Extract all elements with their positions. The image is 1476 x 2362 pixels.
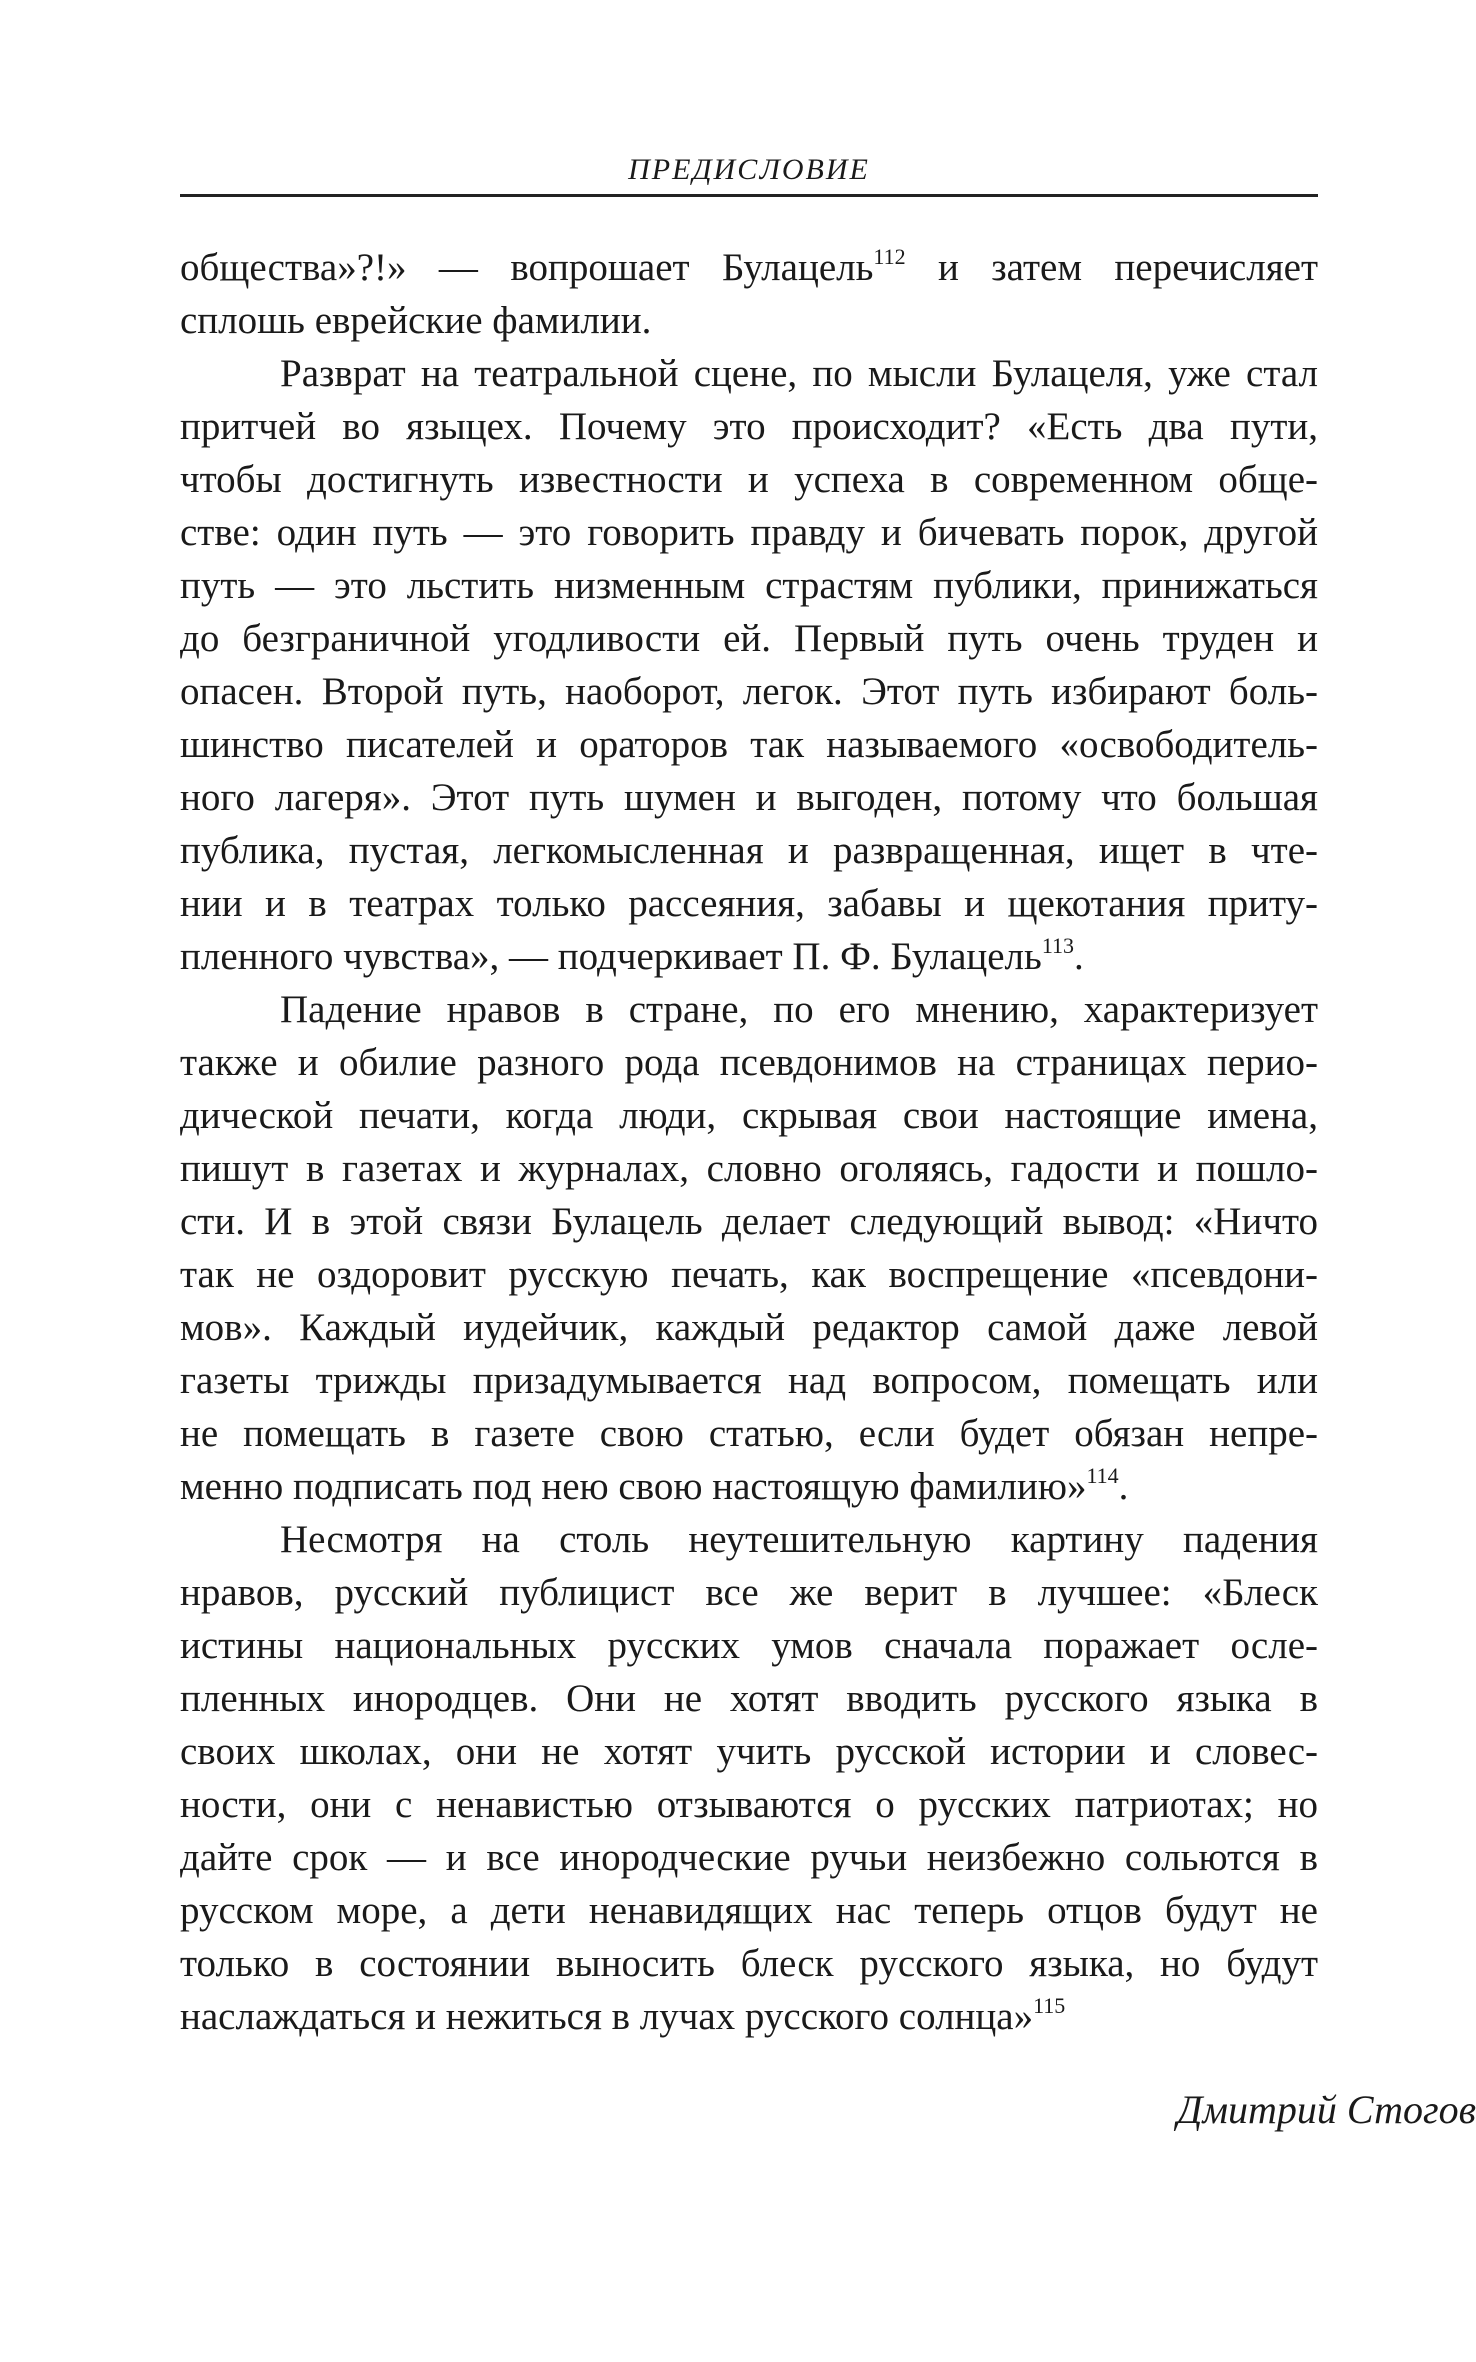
- text-segment: общества»?!» — вопрошает Булацель: [180, 246, 874, 289]
- running-head: ПРЕДИСЛОВИЕ: [180, 150, 1318, 197]
- text-line: [180, 241, 1318, 294]
- text-line: [180, 930, 1318, 983]
- text-segment: публика, пустая, легкомысленная и развращенная, ищет в чте-: [180, 829, 1318, 872]
- text-line: [180, 1248, 1318, 1301]
- text-segment: так не оздоровит русскую печать, как воспрещение «псевдони-: [180, 1253, 1318, 1296]
- text-line: [180, 1195, 1318, 1248]
- text-segment: наслаждаться и нежиться в лучах русского солнца»: [180, 1995, 1034, 2038]
- author-signature: Дмитрий Стогов: [1177, 2087, 1476, 2132]
- text-segment: дайте срок — и все инородческие ручьи неизбежно сольются в: [180, 1836, 1318, 1879]
- text-line: [180, 453, 1318, 506]
- text-segment: дической печати, когда люди, скрывая свои настоящие имена,: [180, 1094, 1318, 1137]
- text-line: [180, 506, 1318, 559]
- text-segment: чтобы достигнуть известности и успеха в современном обще-: [180, 458, 1318, 501]
- text-segment: путь — это льстить низменным страстям публики, принижаться: [180, 564, 1318, 607]
- footnote-ref: 115: [1033, 1993, 1066, 2018]
- text-line: [180, 1089, 1318, 1142]
- paragraph: [180, 347, 1318, 983]
- paragraph: [180, 1513, 1318, 2043]
- footnote-ref: 112: [873, 244, 906, 269]
- text-line: [180, 1619, 1318, 1672]
- text-line: [180, 1990, 1318, 2043]
- text-line: [180, 1036, 1318, 1089]
- text-segment: русском море, а дети ненавидящих нас теперь отцов будут не: [180, 1889, 1318, 1932]
- text-segment: также и обилие разного рода псевдонимов на страницах перио-: [180, 1041, 1318, 1084]
- text-line: [180, 718, 1318, 771]
- text-line: [180, 612, 1318, 665]
- paragraph: [180, 241, 1318, 347]
- text-line: [180, 559, 1318, 612]
- text-segment: стве: один путь — это говорить правду и бичевать порок, другой: [180, 511, 1318, 554]
- text-line: [180, 400, 1318, 453]
- text-segment: .: [1118, 1465, 1129, 1508]
- text-segment: Падение нравов в стране, по его мнению, характеризует: [280, 988, 1318, 1031]
- text-line: [180, 824, 1318, 877]
- text-segment: опасен. Второй путь, наоборот, легок. Этот путь избирают боль-: [180, 670, 1318, 713]
- text-segment: пленных инородцев. Они не хотят вводить русского языка в: [180, 1677, 1318, 1720]
- text-line: [180, 1301, 1318, 1354]
- text-segment: газеты трижды призадумывается над вопросом, помещать или: [180, 1359, 1318, 1402]
- body-text: [180, 241, 1318, 2043]
- text-segment: не помещать в газете свою статью, если будет обязан непре-: [180, 1412, 1318, 1455]
- text-line: [180, 1566, 1318, 1619]
- text-line: [180, 1142, 1318, 1195]
- text-segment: сплошь еврейские фамилии.: [180, 299, 652, 342]
- text-segment: шинство писателей и ораторов так называемого «освободитель-: [180, 723, 1318, 766]
- text-line: [180, 1778, 1318, 1831]
- text-line: [180, 1407, 1318, 1460]
- text-segment: пишут в газетах и журналах, словно оголяясь, гадости и пошло-: [180, 1147, 1318, 1190]
- book-page: [180, 150, 1318, 2043]
- text-segment: .: [1074, 935, 1084, 978]
- text-segment: нии и в театрах только рассеяния, забавы и щекотания приту-: [180, 882, 1318, 925]
- text-segment: нравов, русский публицист все же верит в лучшее: «Блеск: [180, 1571, 1318, 1614]
- text-line: [180, 347, 1318, 400]
- text-line: [180, 1513, 1318, 1566]
- text-segment: мов». Каждый иудейчик, каждый редактор самой даже левой: [180, 1306, 1318, 1349]
- text-line: [180, 877, 1318, 930]
- text-line: [180, 665, 1318, 718]
- text-segment: ности, они с ненавистью отзываются о русских патриотах; но: [180, 1783, 1318, 1826]
- text-line: [180, 771, 1318, 824]
- text-segment: пленного чувства», — подчеркивает П. Ф. Булацель: [180, 935, 1042, 978]
- text-segment: менно подписать под нею свою настоящую фамилию»: [180, 1465, 1087, 1508]
- footnote-ref: 114: [1086, 1463, 1119, 1488]
- text-segment: истины национальных русских умов сначала поражает осле-: [180, 1624, 1318, 1667]
- footnote-ref: 113: [1041, 933, 1074, 958]
- text-line: [180, 294, 1318, 347]
- paragraph: [180, 983, 1318, 1513]
- text-segment: сти. И в этой связи Булацель делает следующий вывод: «Ничто: [180, 1200, 1318, 1243]
- text-line: [180, 1725, 1318, 1778]
- text-line: [180, 983, 1318, 1036]
- text-line: [180, 1937, 1318, 1990]
- text-line: [180, 1884, 1318, 1937]
- text-line: [180, 1831, 1318, 1884]
- text-line: [180, 1354, 1318, 1407]
- text-segment: притчей во языцех. Почему это происходит? «Есть два пути,: [180, 405, 1318, 448]
- text-segment: своих школах, они не хотят учить русской истории и словес-: [180, 1730, 1318, 1773]
- text-segment: до безграничной угодливости ей. Первый путь очень труден и: [180, 617, 1318, 660]
- text-segment: Несмотря на столь неутешительную картину падения: [280, 1518, 1318, 1561]
- text-segment: и затем перечисляет: [905, 246, 1319, 289]
- text-segment: ного лагеря». Этот путь шумен и выгоден, потому что большая: [180, 776, 1318, 819]
- text-segment: Разврат на театральной сцене, по мысли Булацеля, уже стал: [280, 352, 1318, 395]
- text-line: [180, 1672, 1318, 1725]
- text-segment: только в состоянии выносить блеск русского языка, но будут: [180, 1942, 1318, 1985]
- text-line: [180, 1460, 1318, 1513]
